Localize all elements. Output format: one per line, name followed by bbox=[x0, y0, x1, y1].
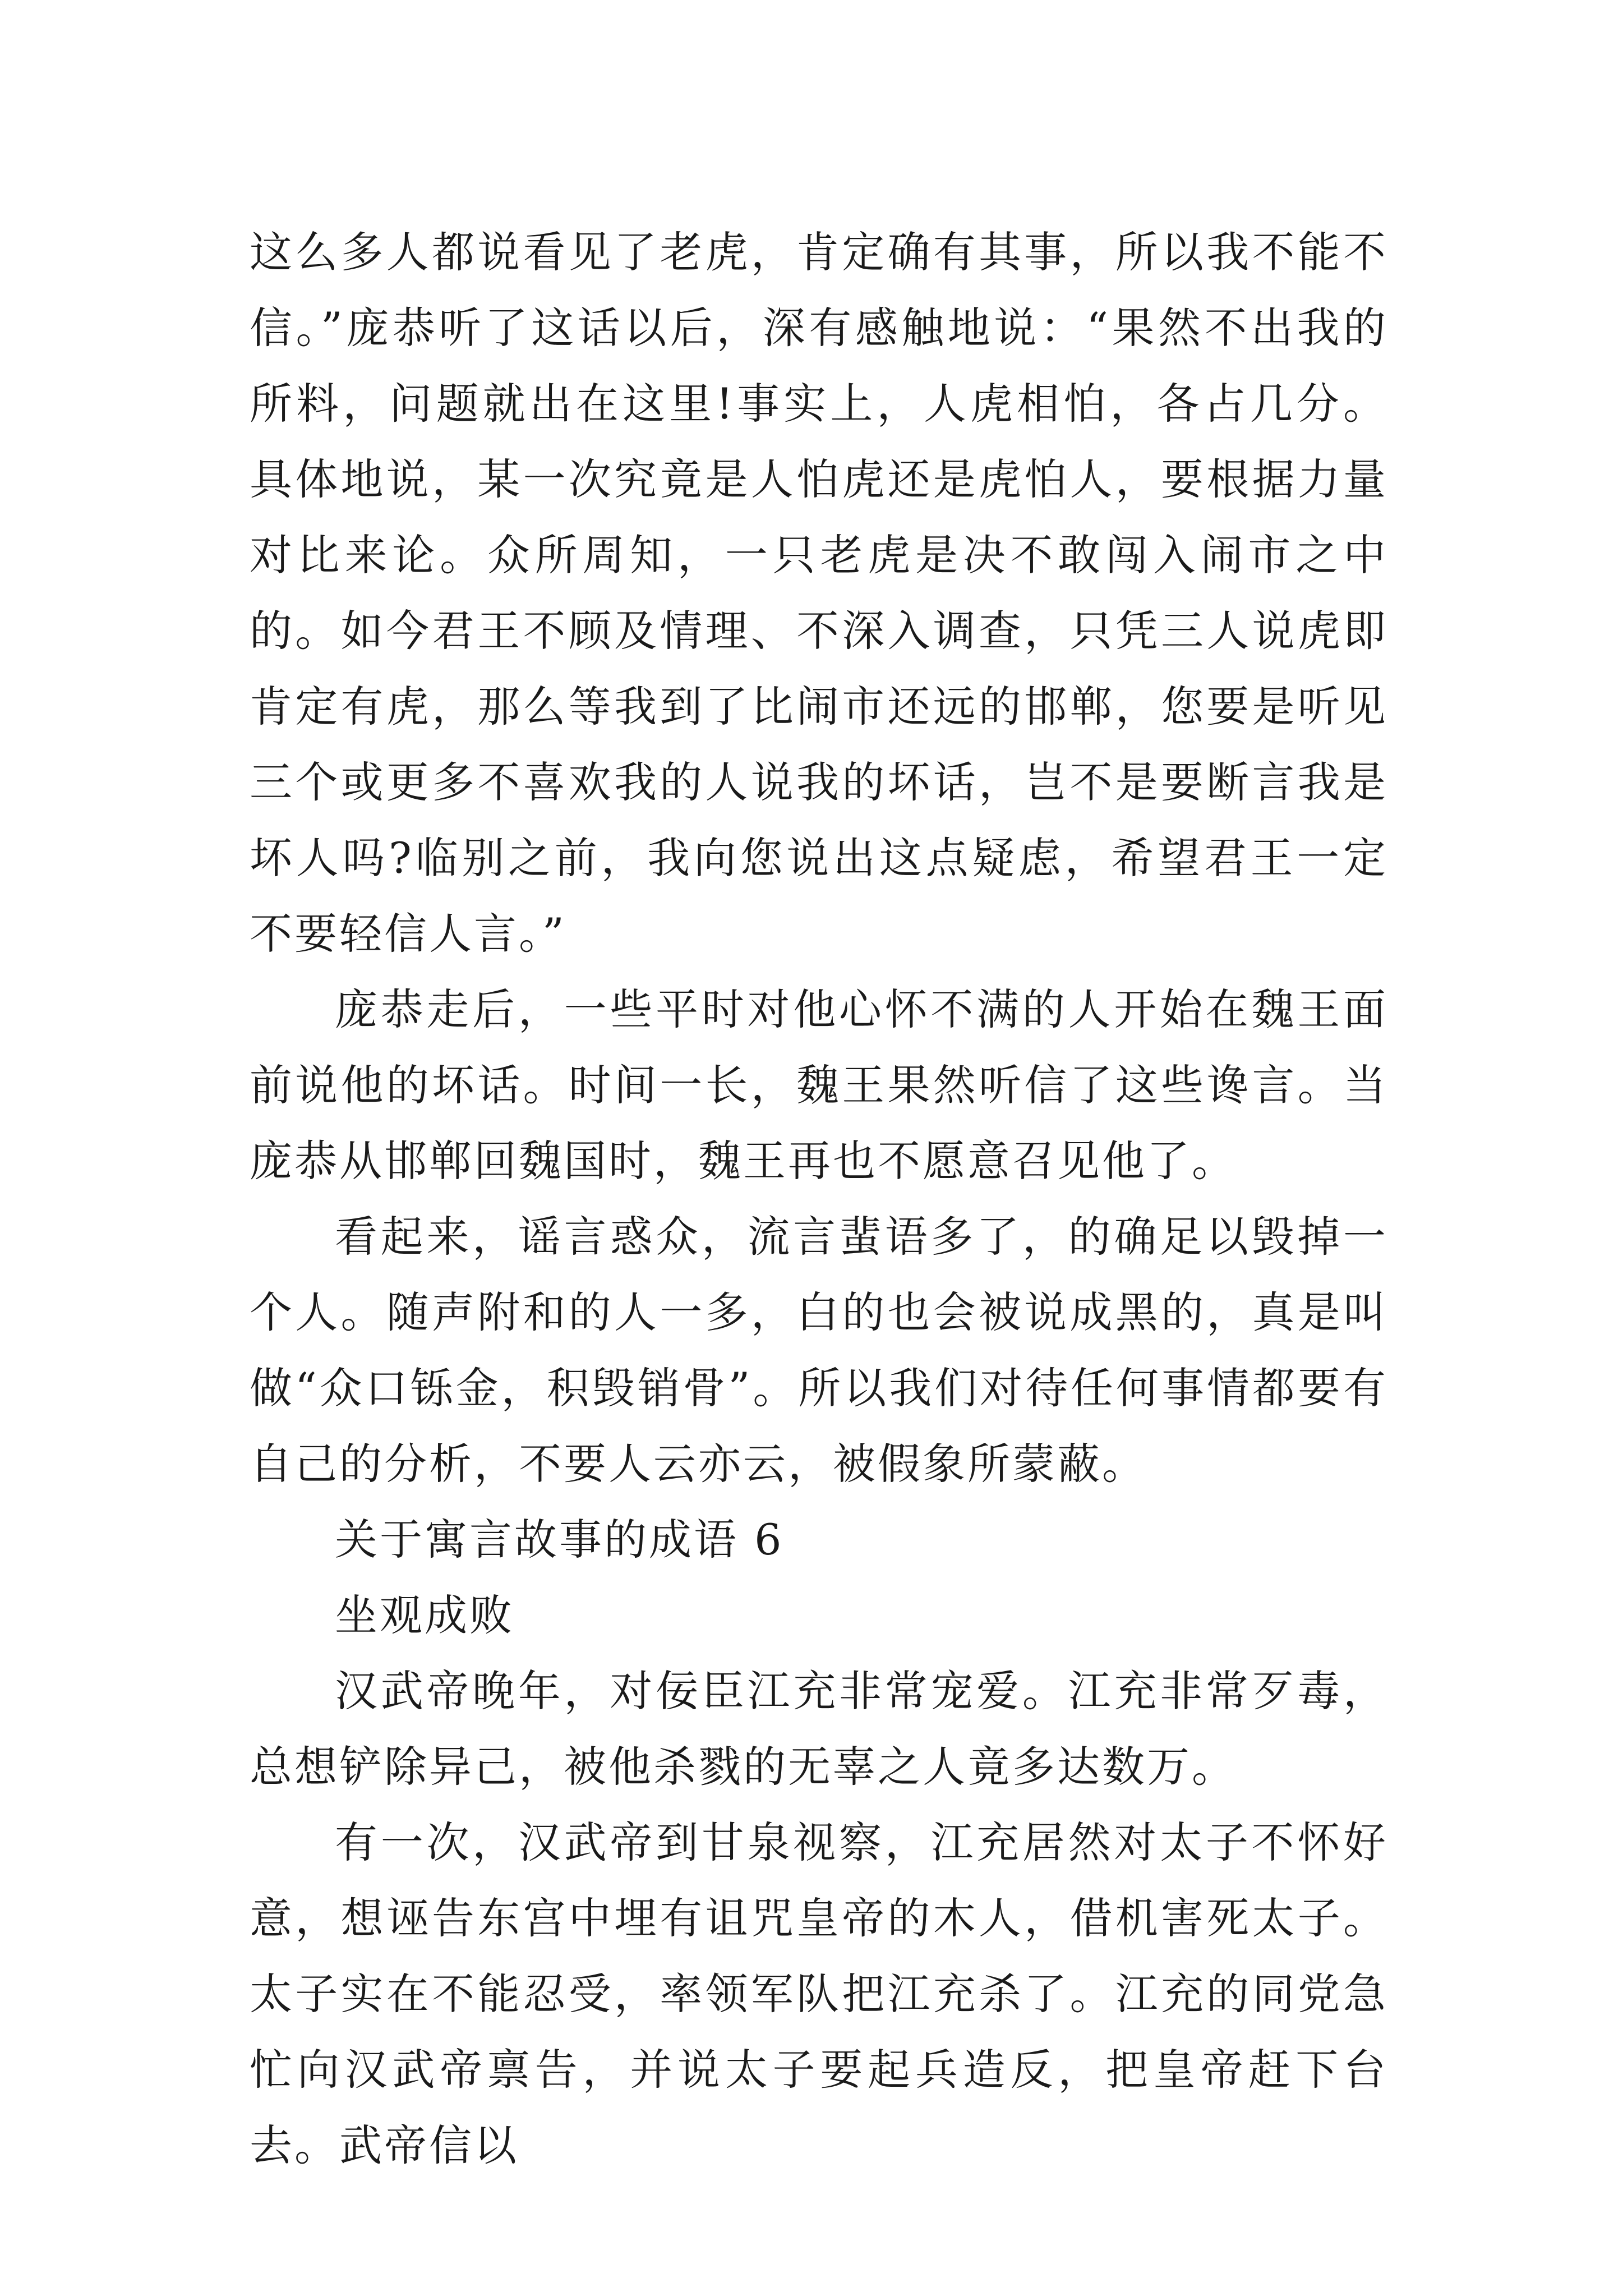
paragraph: 汉武帝晚年，对佞臣江充非常宠爱。江充非常歹毒，总想铲除异己，被他杀戮的无辜之人竟多达数万。 bbox=[250, 1666, 1388, 1792]
paragraph: 庞恭走后，一些平时对他心怀不满的人开始在魏王面前说他的坏话。时间一长，魏王果然听信了这些谗言。当庞恭从邯郸回魏国时，魏王再也不愿意召见他了。 bbox=[250, 984, 1388, 1186]
story-title: 坐观成败 bbox=[335, 1590, 514, 1640]
paragraph: 有一次，汉武帝到甘泉视察，江充居然对太子不怀好意，想诬告东宫中埋有诅咒皇帝的木人，借机害死太子。太子实在不能忍受，率领军队把江充杀了。江充的同党急忙向汉武帝禀告，并说太子要起兵造反，把皇帝赶下台去。武帝信以 bbox=[250, 1818, 1388, 2170]
document-body bbox=[250, 214, 1388, 2183]
paragraph: 看起来，谣言惑众，流言蜚语多了，的确足以毁掉一个人。随声附和的人一多，白的也会被说成黑的，真是叫做“众口铄金，积毁销骨”。所以我们对待任何事情都要有自己的分析，不要人云亦云，被假象所蒙蔽。 bbox=[250, 1212, 1388, 1489]
paragraph-continued: 这么多人都说看见了老虎，肯定确有其事，所以我不能不信。”庞恭听了这话以后，深有感触地说：“果然不出我的所料，问题就出在这里!事实上，人虎相怕，各占几分。具体地说，某一次究竟是人怕虎还是虎怕人，要根据力量对比来论。众所周知，一只老虎是决不敢闯入闹市之中的。如今君王不顾及情理、不深入调查，只凭三人说虎即肯定有虎，那么等我到了比闹市还远的邯郸，您要是听见三个或更多不喜欢我的人说我的坏话，岂不是要断言我是坏人吗?临别之前，我向您说出这点疑虑，希望君王一定不要轻信人言。” bbox=[250, 227, 1388, 959]
section-heading: 关于寓言故事的成语 6 bbox=[335, 1515, 784, 1565]
